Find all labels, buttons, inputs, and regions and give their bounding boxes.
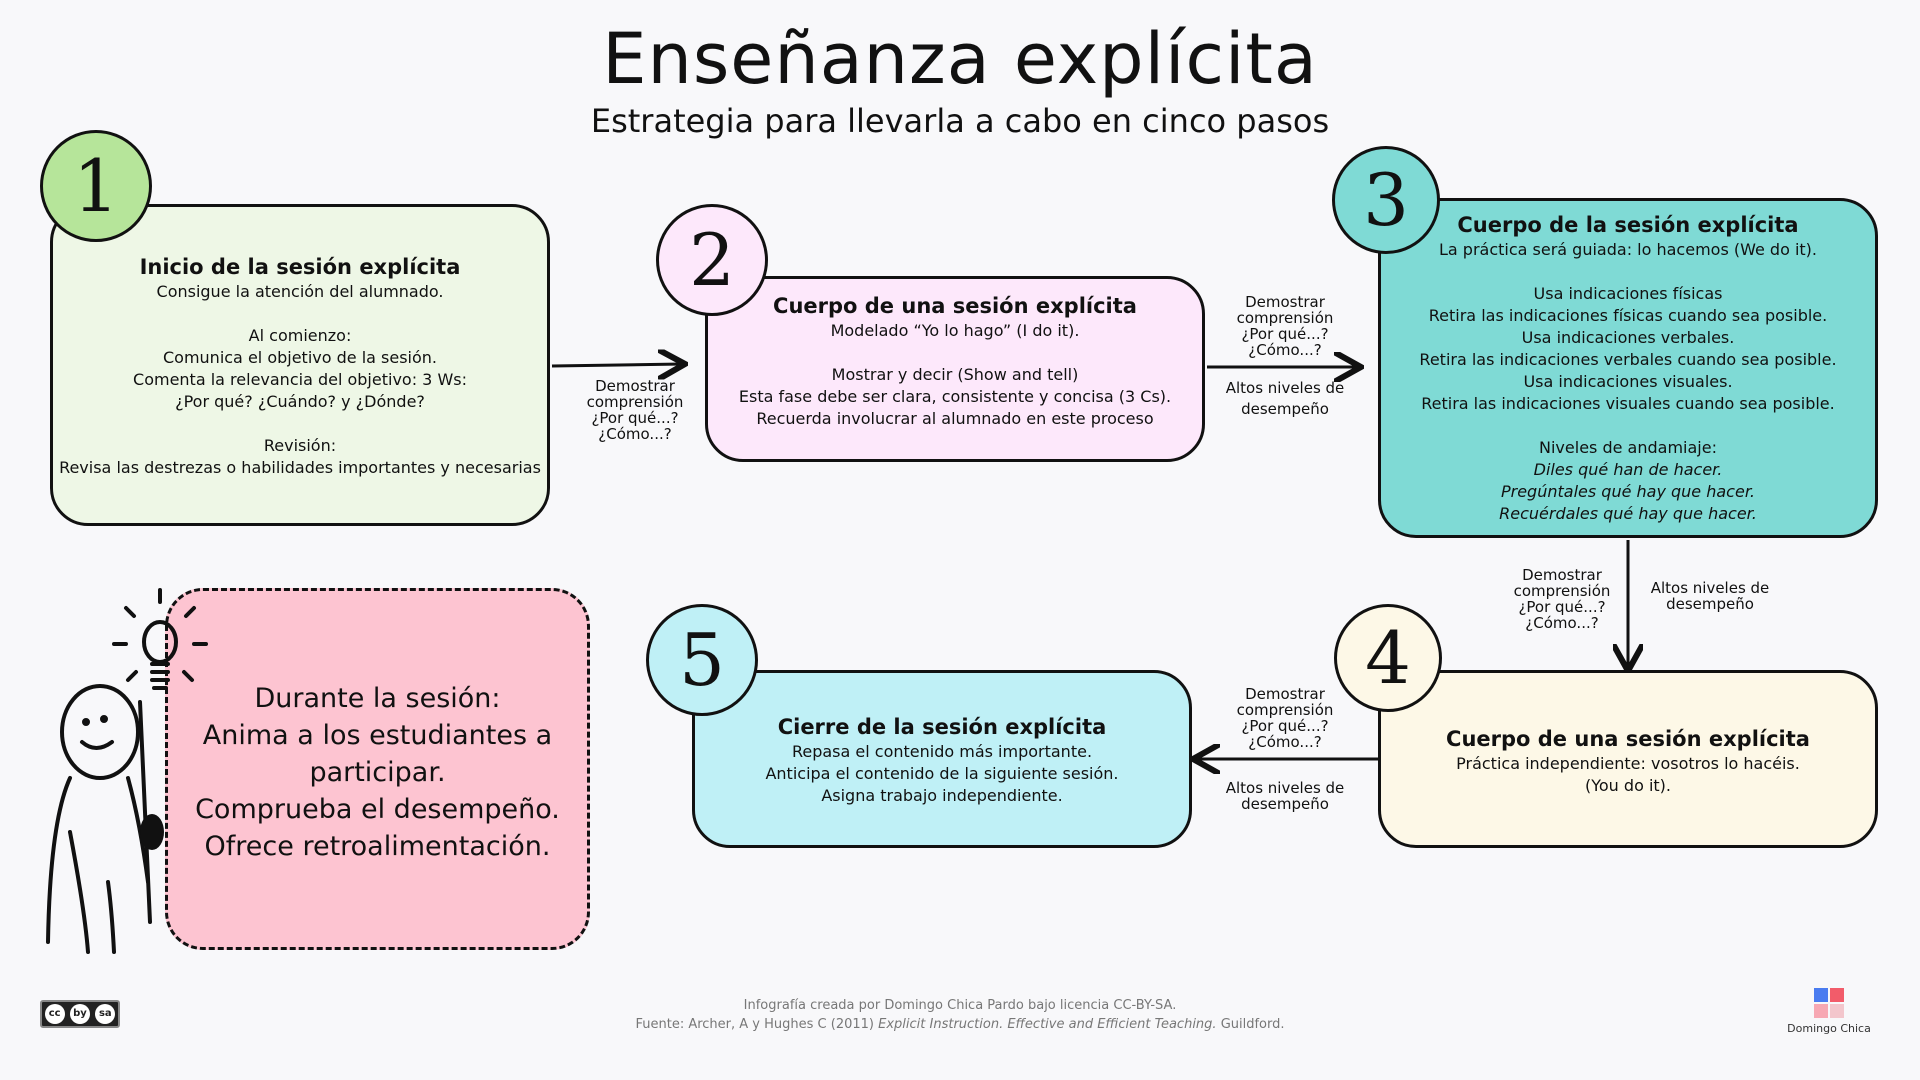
label-line: Altos niveles de: [1225, 779, 1345, 797]
label-line: desempeño: [1666, 595, 1754, 613]
label-line: ¿Por qué...?: [1241, 325, 1329, 343]
connector-label-2-3-bottom: [1215, 378, 1355, 420]
connector-label-1-2: [565, 378, 705, 442]
step-1-number: 1: [40, 130, 152, 242]
step-1-box: [50, 204, 550, 526]
step-1-line: Comunica el objetivo de la sesión.: [162, 348, 438, 367]
label-line: ¿Por qué...?: [1241, 717, 1329, 735]
step-2-line: Modelado “Yo lo hago” (I do it).: [830, 321, 1080, 340]
during-line: Ofrece retroalimentación.: [204, 831, 551, 862]
label-line: ¿Cómo...?: [1248, 341, 1322, 359]
connector-label-2-3-top: [1215, 294, 1355, 358]
step-4-line: Práctica independiente: vosotros lo hacéis.: [1456, 754, 1800, 773]
footer-credits: [0, 996, 1920, 1034]
label-line: comprensión: [586, 393, 684, 411]
page-title: Enseñanza explícita: [602, 18, 1318, 100]
step-5-number: 5: [646, 604, 758, 716]
during-session-box: [165, 588, 590, 950]
step-3-line: Diles qué han de hacer.: [1533, 460, 1723, 479]
footer-line-1: Infografía creada por Domingo Chica Pardo bajo licencia CC-BY-SA.: [743, 998, 1177, 1013]
step-1-line: Revisión:: [263, 436, 337, 455]
during-line: Durante la sesión:: [254, 683, 501, 714]
label-line: Demostrar: [1245, 685, 1325, 703]
step-5-box: [692, 670, 1192, 848]
cc-icon: cc: [45, 1004, 65, 1024]
label-line: Demostrar: [1245, 293, 1325, 311]
step-2-line: [708, 342, 1202, 364]
step-4-box: [1378, 670, 1878, 848]
step-2-line: Mostrar y decir (Show and tell): [831, 365, 1079, 384]
step-3-line: Retira las indicaciones visuales cuando sea posible.: [1421, 394, 1835, 413]
step-3-line: Recuérdales qué hay que hacer.: [1499, 504, 1757, 523]
step-2-line: Esta fase debe ser clara, consistente y concisa (3 Cs).: [738, 387, 1172, 406]
brand-name: Domingo Chica: [1787, 1022, 1871, 1035]
arrow-1-2: [552, 364, 682, 366]
step-3-box: [1378, 198, 1878, 538]
connector-label-4-5-top: [1215, 686, 1355, 750]
step-2-box: [705, 276, 1205, 462]
step-5-line: Asigna trabajo independiente.: [821, 786, 1063, 805]
step-1-line: [53, 303, 547, 325]
label-line: desempeño: [1241, 795, 1329, 813]
connector-label-3-4-right: [1640, 580, 1780, 612]
sa-icon: sa: [95, 1004, 115, 1024]
step-3-line: Pregúntales qué hay que hacer.: [1500, 482, 1756, 501]
step-2-title: Cuerpo de una sesión explícita: [773, 294, 1137, 318]
label-line: comprensión: [1236, 701, 1334, 719]
step-1-line: ¿Por qué? ¿Cuándo? y ¿Dónde?: [175, 392, 425, 411]
step-5-line: Repasa el contenido más importante.: [791, 742, 1093, 761]
by-icon: by: [70, 1004, 90, 1024]
step-3-line: Retira las indicaciones verbales cuando sea posible.: [1419, 350, 1837, 369]
brand-logo: [1786, 988, 1872, 1035]
step-1-line: Revisa las destrezas o habilidades importantes y necesarias: [59, 458, 541, 477]
label-line: Altos niveles de: [1650, 579, 1770, 597]
step-3-line: Retira las indicaciones físicas cuando sea posible.: [1428, 306, 1828, 325]
page-subtitle: Estrategia para llevarla a cabo en cinco pasos: [590, 102, 1330, 140]
step-5-title: Cierre de la sesión explícita: [777, 715, 1107, 739]
step-2-number: 2: [656, 204, 768, 316]
step-1-title: Inicio de la sesión explícita: [139, 255, 461, 279]
connector-label-4-5-bottom: [1215, 780, 1355, 812]
during-line: participar.: [309, 757, 446, 788]
label-line: Demostrar: [1522, 566, 1602, 584]
step-1-line: Comenta la relevancia del objetivo: 3 Ws:: [133, 370, 467, 389]
step-4-title: Cuerpo de una sesión explícita: [1446, 727, 1810, 751]
step-1-line: Al comienzo:: [248, 326, 352, 345]
brand-squares-icon: [1814, 988, 1844, 1018]
footer-line-2: [0, 1015, 1920, 1034]
step-3-title: Cuerpo de la sesión explícita: [1457, 213, 1799, 237]
footer-source-prefix: Fuente: Archer, A y Hughes C (2011): [635, 1017, 879, 1032]
step-3-line: Usa indicaciones visuales.: [1523, 372, 1733, 391]
during-line: Comprueba el desempeño.: [195, 794, 560, 825]
step-4-line: (You do it).: [1585, 776, 1671, 795]
step-3-line: Niveles de andamiaje:: [1539, 438, 1717, 457]
footer-source-suffix: Guildford.: [1216, 1017, 1285, 1032]
during-line: Anima a los estudiantes a: [202, 720, 553, 751]
step-4-number: 4: [1334, 604, 1442, 712]
label-line: ¿Por qué...?: [1518, 598, 1606, 616]
step-3-line: [1381, 261, 1875, 283]
step-3-line: Usa indicaciones físicas: [1533, 284, 1723, 303]
step-3-line: [1381, 415, 1875, 437]
step-3-line: Usa indicaciones verbales.: [1521, 328, 1735, 347]
label-line: comprensión: [1236, 309, 1334, 327]
connector-label-3-4-left: [1492, 567, 1632, 631]
label-line: ¿Cómo...?: [1248, 733, 1322, 751]
label-line: ¿Cómo...?: [1525, 614, 1599, 632]
label-line: comprensión: [1513, 582, 1611, 600]
label-line: Demostrar: [595, 377, 675, 395]
label-line: Altos niveles de: [1225, 379, 1345, 397]
step-1-line: Consigue la atención del alumnado.: [156, 282, 444, 301]
step-3-line: La práctica será guiada: lo hacemos (We do it).: [1438, 240, 1817, 259]
step-1-line: [53, 413, 547, 435]
label-line: ¿Por qué...?: [591, 409, 679, 427]
step-3-number: 3: [1332, 146, 1440, 254]
step-2-line: Recuerda involucrar al alumnado en este proceso: [756, 409, 1154, 428]
label-line: ¿Cómo...?: [598, 425, 672, 443]
label-line: desempeño: [1241, 400, 1329, 418]
step-5-line: Anticipa el contenido de la siguiente sesión.: [765, 764, 1119, 783]
idea-person-illustration: [40, 582, 220, 962]
footer-source-title: Explicit Instruction. Effective and Efficient Teaching.: [878, 1017, 1217, 1032]
